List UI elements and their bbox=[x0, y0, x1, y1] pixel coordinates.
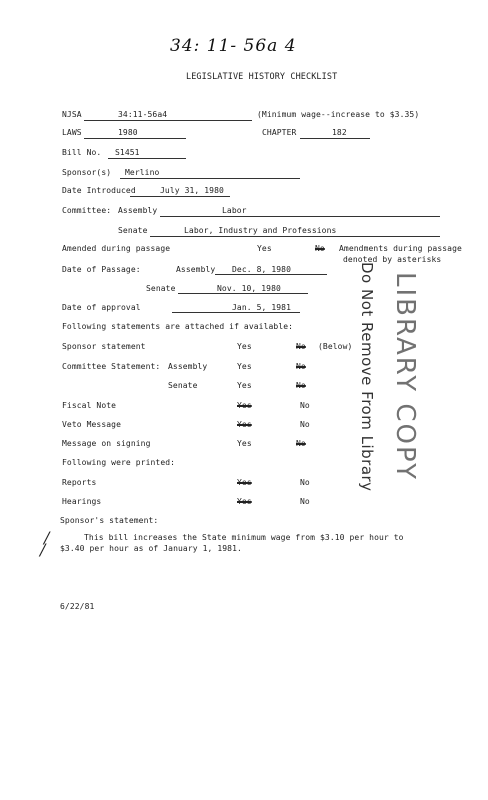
amended-label: Amended during passage bbox=[62, 244, 171, 253]
committee-assembly-label: Assembly bbox=[118, 206, 158, 215]
bill-label: Bill No. bbox=[62, 148, 102, 157]
footer-date: 6/22/81 bbox=[60, 602, 95, 611]
sponsor-underline bbox=[120, 178, 300, 179]
veto-message-no: No bbox=[300, 420, 310, 429]
amended-no: No bbox=[315, 244, 325, 253]
chapter-underline bbox=[300, 138, 370, 139]
passage-assembly-value: Dec. 8, 1980 bbox=[232, 265, 291, 274]
approval-value: Jan. 5, 1981 bbox=[232, 303, 291, 312]
signing-message-yes: Yes bbox=[237, 439, 252, 448]
document-title: LEGISLATIVE HISTORY CHECKLIST bbox=[186, 72, 338, 82]
fiscal-note-yes: Yes bbox=[237, 401, 252, 410]
committee-senate-label: Senate bbox=[118, 226, 148, 235]
stamp-do-not-remove: Do Not Remove From Library bbox=[358, 262, 376, 492]
committee-label: Committee: bbox=[62, 206, 112, 215]
njsa-note: (Minimum wage--increase to $3.35) bbox=[257, 110, 420, 119]
hearings-label: Hearings bbox=[62, 497, 102, 506]
committee-statement-assembly-yes: Yes bbox=[237, 362, 252, 371]
committee-statement-senate-no: No bbox=[296, 381, 306, 390]
njsa-value: 34:11-56a4 bbox=[118, 110, 168, 119]
date-introduced-value: July 31, 1980 bbox=[160, 186, 224, 195]
margin-bracket-mark: / bbox=[44, 528, 50, 547]
chapter-label: CHAPTER bbox=[262, 128, 297, 137]
passage-label: Date of Passage: bbox=[62, 265, 141, 274]
attached-statements-header: Following statements are attached if available: bbox=[62, 322, 294, 331]
approval-label: Date of approval bbox=[62, 303, 141, 312]
sponsor-statement-yes: Yes bbox=[237, 342, 252, 351]
passage-assembly-label: Assembly bbox=[176, 265, 216, 274]
laws-value: 1980 bbox=[118, 128, 138, 137]
committee-assembly-value: Labor bbox=[222, 206, 247, 215]
date-introduced-underline bbox=[130, 196, 230, 197]
veto-message-yes: Yes bbox=[237, 420, 252, 429]
sponsor-statement-label: Sponsor statement bbox=[62, 342, 146, 351]
fiscal-note-no: No bbox=[300, 401, 310, 410]
committee-statement-senate-yes: Yes bbox=[237, 381, 252, 390]
printed-header: Following were printed: bbox=[62, 458, 176, 467]
amended-note-line2: denoted by asterisks bbox=[343, 255, 442, 264]
njsa-underline bbox=[84, 120, 252, 121]
passage-senate-underline bbox=[178, 293, 308, 294]
margin-bracket-mark-lower: / bbox=[40, 540, 46, 559]
hearings-no: No bbox=[300, 497, 310, 506]
committee-senate-underline bbox=[150, 236, 440, 237]
committee-statement-assembly-label: Assembly bbox=[168, 362, 208, 371]
sponsor-statement-no: No bbox=[296, 342, 306, 351]
sponsor-statement-header: Sponsor's statement: bbox=[60, 516, 159, 525]
passage-assembly-underline bbox=[215, 274, 327, 275]
laws-label: LAWS bbox=[62, 128, 82, 137]
committee-statement-senate-label: Senate bbox=[168, 381, 198, 390]
laws-underline bbox=[84, 138, 186, 139]
approval-underline bbox=[172, 312, 300, 313]
sponsor-value: Merlino bbox=[125, 168, 160, 177]
chapter-value: 182 bbox=[332, 128, 347, 137]
reports-yes: Yes bbox=[237, 478, 252, 487]
passage-senate-value: Nov. 10, 1980 bbox=[217, 284, 281, 293]
amended-note-line1: Amendments during passage bbox=[339, 244, 462, 253]
fiscal-note-label: Fiscal Note bbox=[62, 401, 117, 410]
committee-assembly-underline bbox=[160, 216, 440, 217]
bill-underline bbox=[108, 158, 186, 159]
date-introduced-label: Date Introduced bbox=[62, 186, 136, 195]
stamp-library-copy: LIBRARY COPY bbox=[390, 272, 420, 481]
handwritten-reference: 34: 11- 56a 4 bbox=[170, 36, 297, 56]
sponsor-statement-text-line2: $3.40 per hour as of January 1, 1981. bbox=[60, 544, 242, 553]
sponsor-label: Sponsor(s) bbox=[62, 168, 112, 177]
committee-statement-assembly-no: No bbox=[296, 362, 306, 371]
sponsor-statement-text-line1: This bill increases the State minimum wage from $3.10 per hour to bbox=[84, 533, 404, 542]
veto-message-label: Veto Message bbox=[62, 420, 121, 429]
committee-statement-label: Committee Statement: bbox=[62, 362, 161, 371]
sponsor-statement-note: (Below) bbox=[318, 342, 353, 351]
signing-message-label: Message on signing bbox=[62, 439, 151, 448]
bill-value: S1451 bbox=[115, 148, 140, 157]
hearings-yes: Yes bbox=[237, 497, 252, 506]
committee-senate-value: Labor, Industry and Professions bbox=[184, 226, 337, 235]
reports-label: Reports bbox=[62, 478, 97, 487]
amended-yes: Yes bbox=[257, 244, 272, 253]
signing-message-no: No bbox=[296, 439, 306, 448]
reports-no: No bbox=[300, 478, 310, 487]
passage-senate-label: Senate bbox=[146, 284, 176, 293]
njsa-label: NJSA bbox=[62, 110, 82, 119]
